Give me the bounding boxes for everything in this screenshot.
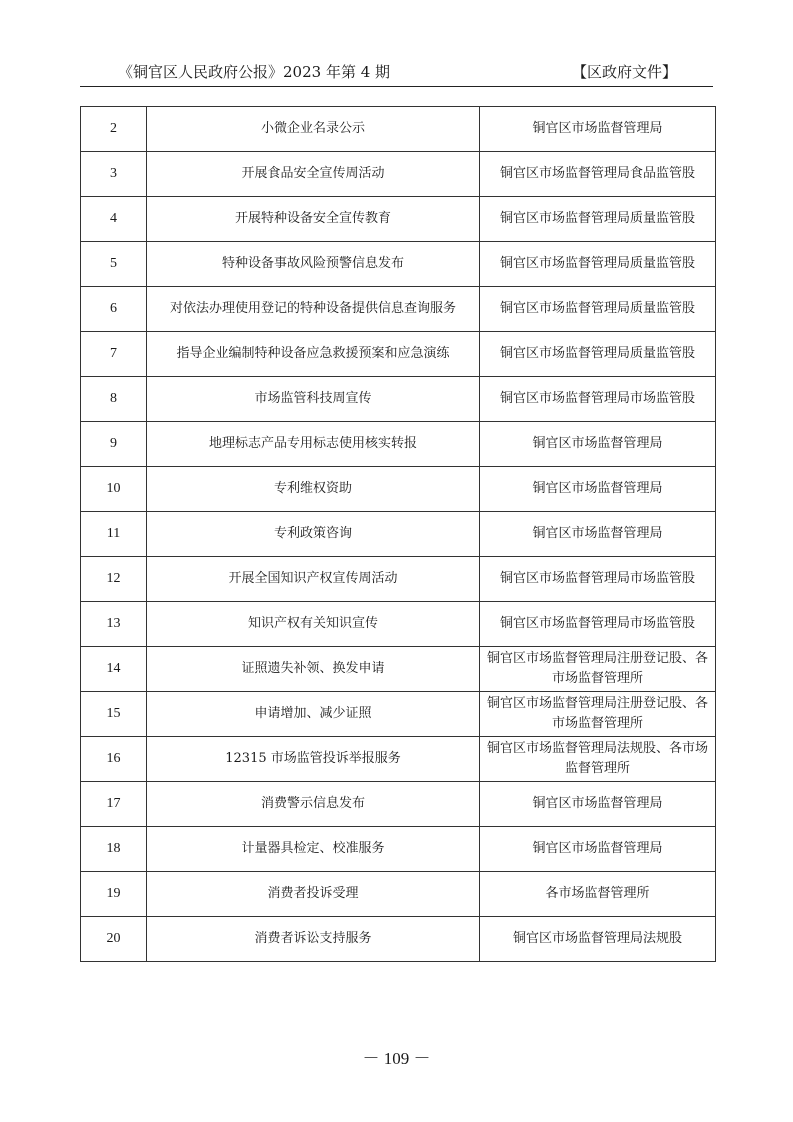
row-number: 17 (81, 782, 147, 827)
responsible-department: 铜官区市场监督管理局注册登记股、各市场监督管理所 (480, 692, 716, 737)
table-row (81, 737, 716, 782)
responsible-department: 铜官区市场监督管理局法规股 (480, 917, 716, 962)
service-item: 对依法办理使用登记的特种设备提供信息查询服务 (147, 287, 480, 332)
row-number: 10 (81, 467, 147, 512)
responsible-department: 铜官区市场监督管理局质量监管股 (480, 287, 716, 332)
row-number: 7 (81, 332, 147, 377)
service-item: 专利维权资助 (147, 467, 480, 512)
table-row (81, 467, 716, 512)
responsible-department: 铜官区市场监督管理局注册登记股、各市场监督管理所 (480, 647, 716, 692)
table-row (81, 152, 716, 197)
publication-title: 《铜官区人民政府公报》2023 年第 4 期 (118, 62, 391, 81)
row-number: 9 (81, 422, 147, 467)
row-number: 13 (81, 602, 147, 647)
table-row (81, 512, 716, 557)
page-header (118, 58, 677, 84)
table-row (81, 287, 716, 332)
table-row (81, 332, 716, 377)
table-row (81, 107, 716, 152)
responsible-department: 铜官区市场监督管理局 (480, 782, 716, 827)
service-item: 指导企业编制特种设备应急救援预案和应急演练 (147, 332, 480, 377)
service-item: 开展特种设备安全宣传教育 (147, 197, 480, 242)
row-number: 3 (81, 152, 147, 197)
responsible-department: 铜官区市场监督管理局 (480, 467, 716, 512)
table-row (81, 872, 716, 917)
table-row (81, 647, 716, 692)
table-row (81, 692, 716, 737)
service-item: 小微企业名录公示 (147, 107, 480, 152)
service-item: 知识产权有关知识宣传 (147, 602, 480, 647)
responsible-department: 铜官区市场监督管理局市场监管股 (480, 557, 716, 602)
row-number: 12 (81, 557, 147, 602)
table-row (81, 917, 716, 962)
row-number: 15 (81, 692, 147, 737)
row-number: 8 (81, 377, 147, 422)
responsible-department: 铜官区市场监督管理局 (480, 422, 716, 467)
responsible-department: 铜官区市场监督管理局质量监管股 (480, 242, 716, 287)
table-row (81, 242, 716, 287)
row-number: 4 (81, 197, 147, 242)
responsible-department: 铜官区市场监督管理局 (480, 827, 716, 872)
service-table (80, 106, 716, 962)
page-number: － 109 － (362, 1049, 431, 1068)
service-item: 专利政策咨询 (147, 512, 480, 557)
row-number: 14 (81, 647, 147, 692)
responsible-department: 铜官区市场监督管理局市场监管股 (480, 377, 716, 422)
table-row (81, 602, 716, 647)
section-label: 【区政府文件】 (571, 62, 677, 81)
responsible-department: 铜官区市场监督管理局法规股、各市场监督管理所 (480, 737, 716, 782)
table-row (81, 377, 716, 422)
service-item: 消费警示信息发布 (147, 782, 480, 827)
service-item: 市场监管科技周宣传 (147, 377, 480, 422)
responsible-department: 各市场监督管理所 (480, 872, 716, 917)
row-number: 11 (81, 512, 147, 557)
responsible-department: 铜官区市场监督管理局质量监管股 (480, 197, 716, 242)
table-row (81, 557, 716, 602)
responsible-department: 铜官区市场监督管理局质量监管股 (480, 332, 716, 377)
row-number: 5 (81, 242, 147, 287)
responsible-department: 铜官区市场监督管理局食品监管股 (480, 152, 716, 197)
responsible-department: 铜官区市场监督管理局 (480, 107, 716, 152)
service-item: 消费者投诉受理 (147, 872, 480, 917)
row-number: 18 (81, 827, 147, 872)
service-item: 证照遗失补领、换发申请 (147, 647, 480, 692)
row-number: 2 (81, 107, 147, 152)
responsible-department: 铜官区市场监督管理局 (480, 512, 716, 557)
table-row (81, 782, 716, 827)
service-item: 计量器具检定、校准服务 (147, 827, 480, 872)
responsible-department: 铜官区市场监督管理局市场监管股 (480, 602, 716, 647)
row-number: 20 (81, 917, 147, 962)
table-row (81, 827, 716, 872)
row-number: 16 (81, 737, 147, 782)
service-item: 消费者诉讼支持服务 (147, 917, 480, 962)
table-row (81, 422, 716, 467)
row-number: 6 (81, 287, 147, 332)
service-item: 特种设备事故风险预警信息发布 (147, 242, 480, 287)
row-number: 19 (81, 872, 147, 917)
service-item: 申请增加、减少证照 (147, 692, 480, 737)
table-row (81, 197, 716, 242)
service-item: 地理标志产品专用标志使用核实转报 (147, 422, 480, 467)
service-item: 开展全国知识产权宣传周活动 (147, 557, 480, 602)
service-item: 开展食品安全宣传周活动 (147, 152, 480, 197)
header-divider (80, 86, 713, 87)
service-item: 12315 市场监管投诉举报服务 (147, 737, 480, 782)
